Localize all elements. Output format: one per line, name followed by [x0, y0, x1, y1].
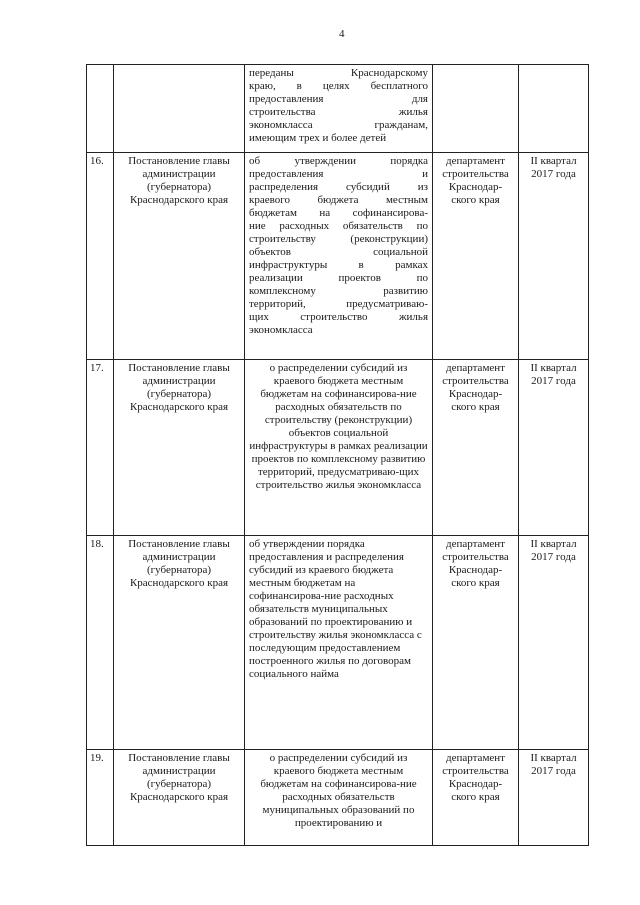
description-line: объектов социальной [249, 245, 428, 258]
responsible-cell [433, 65, 519, 153]
description-line: комплексному развитию [249, 284, 428, 297]
description-line: предоставления для [249, 92, 428, 105]
page-number: 4 [339, 28, 345, 40]
description-line: предоставления и [249, 167, 428, 180]
description-line: территорий, предусматриваю- [249, 297, 428, 310]
responsible: департамент строительства Краснодар-ского края [433, 536, 519, 750]
table-row-19 [87, 750, 589, 846]
document-type: Постановление главы администрации (губернатора) Краснодарского края [114, 360, 245, 536]
description-line: щих строительство жилья [249, 310, 428, 323]
row-number: 18. [87, 536, 114, 750]
description-line: краю, в целях бесплатного [249, 79, 428, 92]
description-line: строительства жилья [249, 105, 428, 118]
row-number: 19. [87, 750, 114, 846]
description-line: реализации проектов по [249, 271, 428, 284]
responsible: департамент строительства Краснодар-ского края [433, 750, 519, 846]
description-line: имеющим трех и более детей [249, 131, 387, 144]
description-line: краевого бюджета местным [249, 193, 428, 206]
deadline-cell [519, 65, 589, 153]
description-line: строительству (реконструкции) [249, 232, 428, 245]
document-type: Постановление главы администрации (губернатора) Краснодарского края [114, 536, 245, 750]
description-line: экономкласса гражданам, [249, 118, 428, 131]
row-number: 16. [87, 153, 114, 360]
description-cell [245, 65, 433, 153]
table-row-18 [87, 536, 589, 750]
description: о распределении субсидий из краевого бюджета местным бюджетам на софинансирова-ние расходных обязательств по строительству (реконструкции) объектов социальной инфраструктуры в рамках реализации проектов по комплексному развитию территорий, предусматриваю-щих строительство жилья экономкласса [245, 360, 433, 536]
document-type: Постановление главы администрации (губернатора) Краснодарского края [114, 153, 245, 360]
row-number: 17. [87, 360, 114, 536]
description-line: распределения субсидий из [249, 180, 428, 193]
deadline: II квартал 2017 года [519, 750, 589, 846]
description-line: инфраструктуры в рамках [249, 258, 428, 271]
document-type-cell [114, 65, 245, 153]
deadline: II квартал 2017 года [519, 536, 589, 750]
table-row-17 [87, 360, 589, 536]
plan-table [86, 64, 589, 846]
deadline: II квартал 2017 года [519, 153, 589, 360]
table-row-16 [87, 153, 589, 360]
description-line: экономкласса [249, 323, 313, 336]
description-line: об утверждении порядка [249, 155, 428, 167]
description-line: бюджетам на софинансирова- [249, 206, 428, 219]
description-line: ние расходных обязательств по [249, 219, 428, 232]
description-line: переданы Краснодарскому [249, 67, 428, 79]
description-cell [245, 153, 433, 360]
table-row-continuation [87, 65, 589, 153]
deadline: II квартал 2017 года [519, 360, 589, 536]
document-type: Постановление главы администрации (губернатора) Краснодарского края [114, 750, 245, 846]
description: о распределении субсидий из краевого бюджета местным бюджетам на софинансирова-ние расходных обязательств муниципальных образований по проектированию и [245, 750, 433, 846]
responsible: департамент строительства Краснодар-ского края [433, 360, 519, 536]
responsible: департамент строительства Краснодар-ского края [433, 153, 519, 360]
description: об утверждении порядка предоставления и распределения субсидий из краевого бюджета местным бюджетам на софинансирова-ние расходных обязательств муниципальных образований по проектированию и строительству жилья экономкласса с последующим предоставлением построенного жилья по договорам социального найма [245, 536, 433, 750]
row-number-cell [87, 65, 114, 153]
